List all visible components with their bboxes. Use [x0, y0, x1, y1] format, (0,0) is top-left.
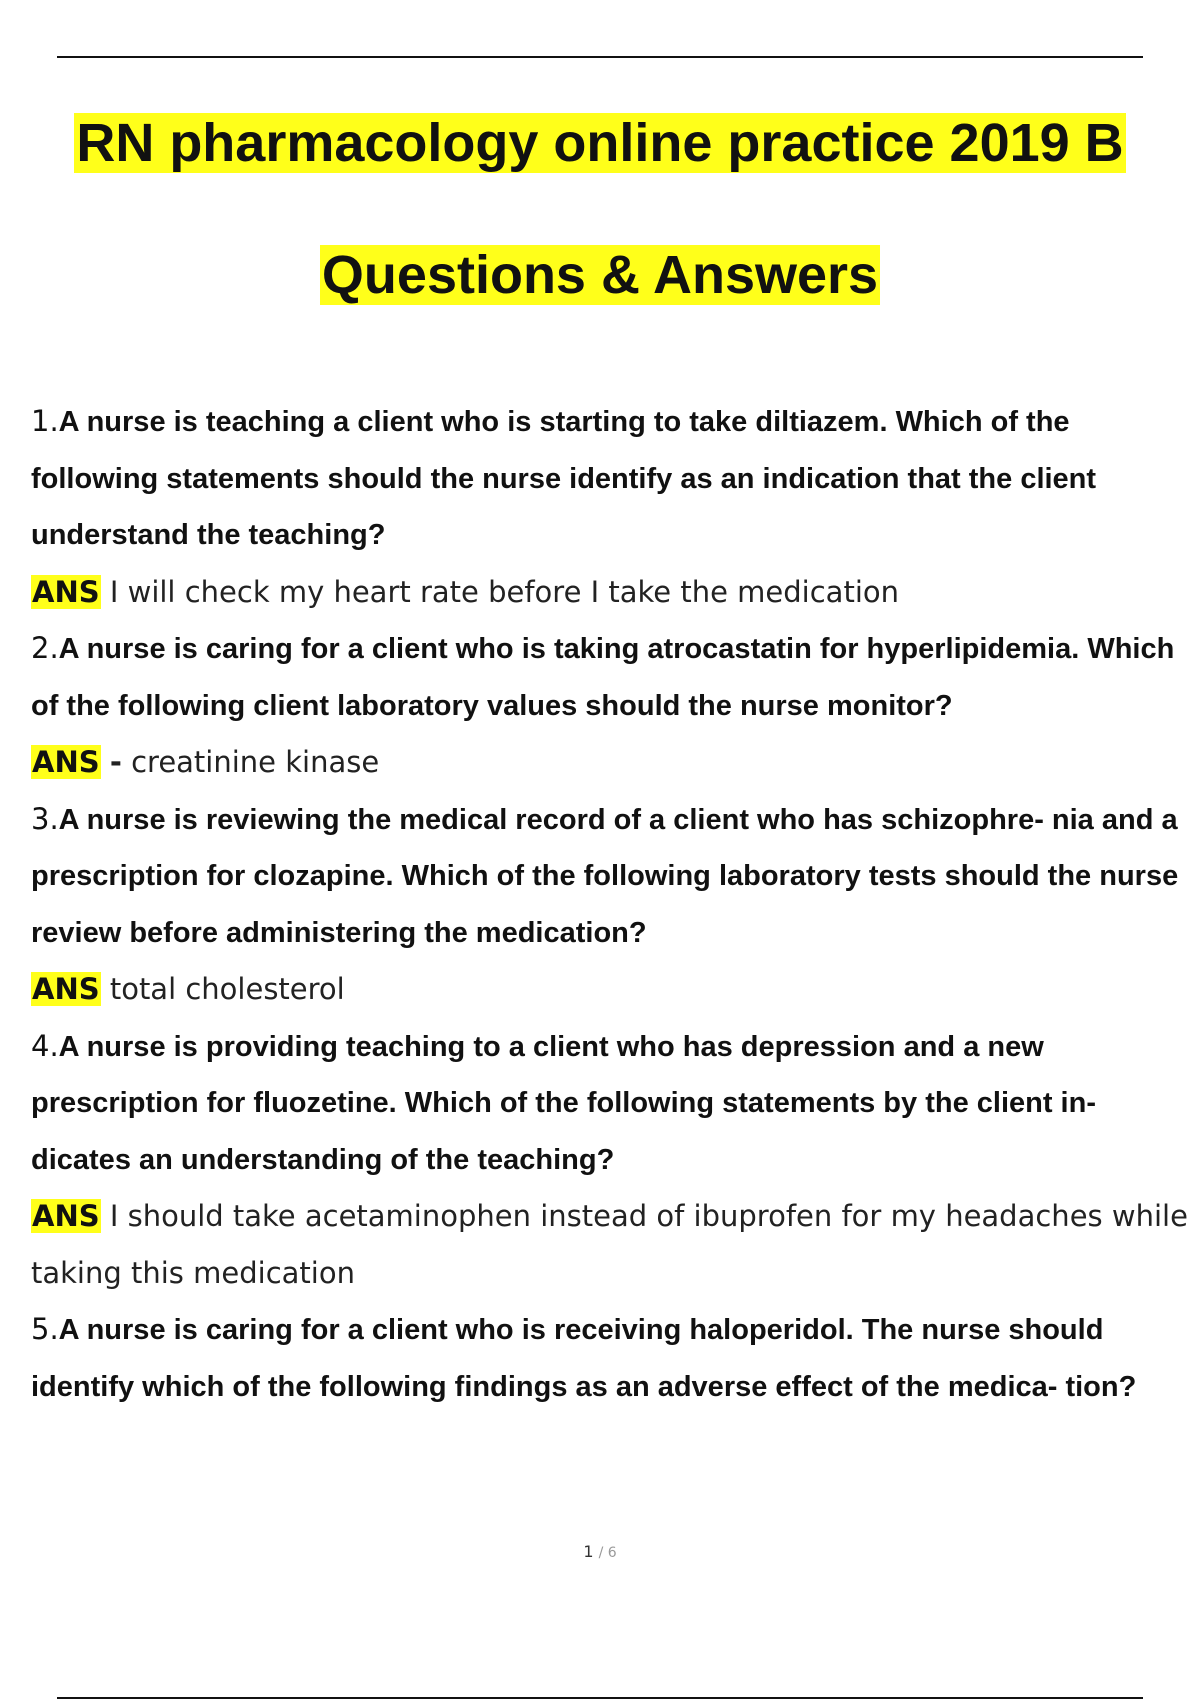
question-text: A nurse is teaching a client who is starting to take diltiazem. Which of the following statements should the nurse identify as an indication that the client understand the teaching? — [31, 406, 1097, 551]
document-title-line-1 — [0, 110, 1200, 176]
page-current: 1 — [583, 1542, 594, 1561]
answer-text: I will check my heart rate before I take the medication — [109, 574, 900, 609]
title-highlight: RN pharmacology online practice 2019 B — [76, 113, 1124, 173]
ans-label: ANS — [32, 574, 100, 609]
ans-label: ANS — [32, 1199, 100, 1233]
question-number: 5. — [31, 1312, 59, 1346]
answer-text: creatinine kinase — [131, 745, 380, 779]
answer-4 — [31, 1188, 1191, 1301]
question-text: A nurse is caring for a client who is receiving haloperidol. The nurse should identify which of the following findings as an adverse effect of the medica- tion? — [31, 1314, 1137, 1403]
ans-label: ANS — [32, 745, 100, 779]
document-title-line-2 — [0, 242, 1200, 308]
title-highlight: Questions & Answers — [321, 245, 879, 305]
answer-3 — [31, 961, 1191, 1018]
question-number: 3. — [31, 801, 59, 836]
question-number: 4. — [31, 1028, 59, 1063]
question-list — [31, 393, 1191, 1415]
question-number: 1. — [31, 404, 59, 438]
question-text: A nurse is providing teaching to a client who has depression and a new prescription for fluozetine. Which of the following statements by the client in- dicates an understanding of the teaching? — [31, 1030, 1096, 1176]
question-5 — [31, 1301, 1191, 1415]
answer-text: total cholesterol — [109, 972, 345, 1006]
ans-label: ANS — [32, 972, 100, 1006]
question-3 — [31, 791, 1191, 962]
page-total: / 6 — [598, 1545, 617, 1561]
question-2 — [31, 620, 1191, 734]
answer-2 — [31, 734, 1191, 791]
answer-1 — [31, 564, 1191, 621]
question-text: A nurse is reviewing the medical record of a client who has schizophre- nia and a prescription for clozapine. Which of the following laboratory tests should the nurse review before administering the medication? — [31, 803, 1179, 949]
question-text: A nurse is caring for a client who is taking atrocastatin for hyperlipidemia. Which of the following client laboratory values should the nurse monitor? — [31, 633, 1175, 722]
page-number — [0, 1542, 1200, 1561]
answer-text: I should take acetaminophen instead of ibuprofen for my headaches while taking this medication — [31, 1199, 1188, 1290]
top-rule — [57, 56, 1143, 58]
bottom-rule — [57, 1697, 1143, 1699]
question-1 — [31, 393, 1191, 564]
question-4 — [31, 1018, 1191, 1189]
question-number: 2. — [31, 631, 59, 665]
answer-separator: - — [109, 745, 122, 779]
